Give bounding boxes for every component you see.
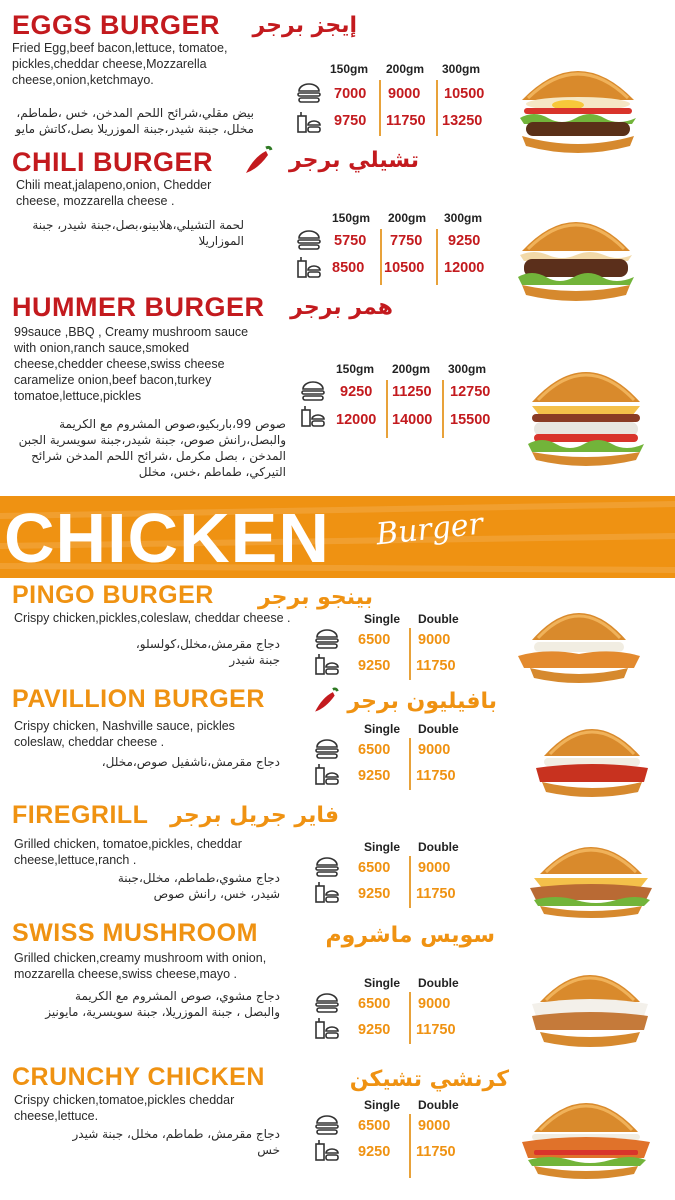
price-single: 12750 bbox=[450, 384, 491, 400]
price-double: 15500 bbox=[450, 412, 491, 428]
size-header: Double bbox=[418, 840, 459, 854]
price-single: 10500 bbox=[444, 86, 485, 102]
price-double: 9750 bbox=[334, 113, 367, 129]
price-double: 12000 bbox=[336, 412, 377, 428]
price-double: 11750 bbox=[416, 1144, 456, 1160]
chili-pepper-icon bbox=[308, 684, 340, 718]
price-single: 7750 bbox=[390, 233, 423, 249]
size-header: 300gm bbox=[448, 362, 487, 376]
item-description-en: Crispy chicken, Nashville sauce, pickles coleslaw, cheddar cheese . bbox=[14, 719, 235, 749]
item-title-ar: بافيليون برجر bbox=[347, 689, 497, 714]
price-double: 11750 bbox=[416, 1022, 456, 1038]
size-header: 150gm bbox=[330, 62, 369, 76]
item-title-ar: كرنشي تشيكن bbox=[349, 1067, 509, 1092]
price-single: 7000 bbox=[334, 86, 367, 102]
item-title-ar: تشيلي برجر bbox=[288, 148, 419, 173]
column-divider bbox=[409, 628, 411, 680]
single-burger-icon bbox=[314, 736, 340, 762]
menu-item-firegrill bbox=[0, 800, 675, 918]
price-double: 11750 bbox=[416, 658, 456, 674]
price-double: 9250 bbox=[358, 886, 391, 902]
column-divider bbox=[380, 229, 382, 285]
price-double: 14000 bbox=[392, 412, 433, 428]
combo-meal-icon bbox=[314, 652, 340, 678]
combo-meal-icon bbox=[296, 110, 322, 136]
price-table bbox=[314, 976, 484, 1046]
size-header: 300gm bbox=[442, 62, 481, 76]
price-double: 12000 bbox=[444, 260, 485, 276]
size-header: Single bbox=[364, 612, 401, 626]
single-burger-icon bbox=[314, 854, 340, 880]
size-header: Single bbox=[364, 840, 401, 854]
column-divider bbox=[436, 229, 438, 285]
price-double: 10500 bbox=[384, 260, 425, 276]
price-single: 9000 bbox=[418, 860, 451, 876]
eggs-burger-image bbox=[514, 48, 642, 160]
item-description-en: Crispy chicken,tomatoe,pickles cheddar cheese,lettuce. bbox=[14, 1093, 235, 1123]
single-burger-icon bbox=[314, 990, 340, 1016]
item-title-ar: بينجو برجر bbox=[257, 585, 373, 610]
price-single: 6500 bbox=[358, 742, 391, 758]
single-burger-icon bbox=[314, 626, 340, 652]
price-single: 9250 bbox=[448, 233, 481, 249]
price-double: 11750 bbox=[416, 886, 456, 902]
size-header: 300gm bbox=[444, 211, 483, 225]
item-description-en: Grilled chicken,creamy mushroom with onion, mozzarella cheese,swiss cheese,mayo . bbox=[14, 951, 267, 981]
item-title-en: PAVILLION BURGER bbox=[12, 685, 265, 713]
banner-title: CHICKEN bbox=[4, 499, 330, 577]
item-title-ar: فاير جريل برجر bbox=[170, 803, 339, 828]
price-single: 9000 bbox=[388, 86, 421, 102]
column-divider bbox=[409, 1114, 411, 1178]
price-table bbox=[314, 840, 484, 910]
item-description-en: Crispy chicken,pickles,coleslaw, cheddar cheese . bbox=[14, 611, 291, 625]
column-divider bbox=[442, 380, 444, 438]
column-divider bbox=[409, 992, 411, 1044]
size-header: Double bbox=[418, 976, 459, 990]
price-double: 9250 bbox=[358, 1144, 391, 1160]
menu-item-pavillion-burger bbox=[0, 682, 675, 800]
price-single: 6500 bbox=[358, 632, 391, 648]
item-description-ar: دجاج مشوي، صوص المشروم مع الكريمة والبصل ، جبنة الموزريلا، جبنة سويسرية، مايونيز bbox=[45, 989, 280, 1019]
pavillion-burger-image bbox=[532, 708, 652, 804]
chili-pepper-icon bbox=[238, 143, 274, 179]
column-divider bbox=[386, 380, 388, 438]
swiss-mushroom-burger-image bbox=[526, 954, 654, 1054]
price-single: 9000 bbox=[418, 1118, 451, 1134]
size-header: Double bbox=[418, 1098, 459, 1112]
item-description-ar: دجاج مقرمش،ناشفيل صوص،مخلل، bbox=[101, 755, 280, 769]
combo-meal-icon bbox=[314, 880, 340, 906]
firegrill-burger-image bbox=[526, 826, 656, 922]
crunchy-chicken-burger-image bbox=[520, 1080, 652, 1186]
price-table bbox=[296, 211, 506, 291]
item-description-ar: دجاج مقرمش، طماطم، مخلل، جبنة شيدر خس bbox=[72, 1127, 280, 1157]
item-title-en: CRUNCHY CHICKEN bbox=[12, 1063, 265, 1091]
price-single: 11250 bbox=[392, 384, 432, 400]
menu-item-swiss-mushroom bbox=[0, 918, 675, 1058]
item-title-en: PINGO BURGER bbox=[12, 581, 214, 609]
price-single: 5750 bbox=[334, 233, 367, 249]
size-header: 150gm bbox=[332, 211, 371, 225]
combo-meal-icon bbox=[314, 762, 340, 788]
price-double: 13250 bbox=[442, 113, 483, 129]
single-burger-icon bbox=[296, 227, 322, 253]
size-header: 200gm bbox=[388, 211, 427, 225]
single-burger-icon bbox=[314, 1112, 340, 1138]
column-divider bbox=[409, 738, 411, 790]
price-single: 9000 bbox=[418, 632, 451, 648]
menu-item-hummer-burger bbox=[0, 290, 675, 490]
price-double: 9250 bbox=[358, 658, 391, 674]
price-single: 6500 bbox=[358, 860, 391, 876]
item-title-ar: همر برجر bbox=[290, 295, 393, 320]
single-burger-icon bbox=[296, 80, 322, 106]
price-table bbox=[314, 722, 484, 792]
menu-item-eggs-burger bbox=[0, 0, 675, 145]
price-double: 9250 bbox=[358, 1022, 391, 1038]
size-header: Single bbox=[364, 722, 401, 736]
size-header: Double bbox=[418, 612, 459, 626]
column-divider bbox=[409, 856, 411, 908]
price-double: 11750 bbox=[386, 113, 426, 129]
combo-meal-icon bbox=[314, 1016, 340, 1042]
price-single: 6500 bbox=[358, 1118, 391, 1134]
item-description-ar: لحمة التشيلي،هلابينو،بصل،جبنة شيدر، جبنة الموزاريلا bbox=[32, 218, 244, 248]
size-header: 200gm bbox=[392, 362, 431, 376]
combo-meal-icon bbox=[296, 255, 322, 281]
combo-meal-icon bbox=[300, 404, 326, 430]
item-description-en: Fried Egg,beef bacon,lettuce, tomatoe, pickles,cheddar cheese,Mozzarella cheese,onion,ketchmayo. bbox=[12, 41, 228, 87]
pingo-burger-image bbox=[516, 592, 642, 688]
price-double: 8500 bbox=[332, 260, 365, 276]
size-header: 150gm bbox=[336, 362, 375, 376]
menu-item-crunchy-chicken bbox=[0, 1058, 675, 1200]
price-table bbox=[314, 1098, 484, 1188]
size-header: 200gm bbox=[386, 62, 425, 76]
item-title-en: EGGS BURGER bbox=[12, 10, 221, 40]
item-title-ar: إيجز برجر bbox=[252, 13, 357, 38]
item-title-en: HUMMER BURGER bbox=[12, 292, 265, 322]
price-double: 9250 bbox=[358, 768, 391, 784]
item-description-ar: بيض مقلي،شرائح اللحم المدخن، خس ،طماطم، مخلل، جبنة شيدر،جبنة الموزريلا بصل،كاتش مايو bbox=[15, 106, 254, 136]
price-double: 11750 bbox=[416, 768, 456, 784]
price-single: 9250 bbox=[340, 384, 373, 400]
menu-item-chili-burger bbox=[0, 145, 675, 290]
item-description-ar: دجاج مقرمش،مخلل،كولسلو، جبنة شيدر bbox=[135, 637, 280, 667]
column-divider bbox=[379, 80, 381, 136]
price-table bbox=[300, 362, 510, 442]
menu-item-pingo-burger bbox=[0, 578, 675, 682]
price-single: 9000 bbox=[418, 742, 451, 758]
size-header: Double bbox=[418, 722, 459, 736]
item-title-en: SWISS MUSHROOM bbox=[12, 919, 258, 947]
combo-meal-icon bbox=[314, 1138, 340, 1164]
column-divider bbox=[436, 80, 438, 136]
banner-subtitle: Burger bbox=[374, 506, 485, 553]
single-burger-icon bbox=[300, 378, 326, 404]
chicken-burger-banner bbox=[0, 496, 675, 578]
item-title-ar: سويس ماشروم bbox=[325, 923, 495, 948]
item-description-en: Chili meat,jalapeno,onion, Chedder cheese, mozzarella cheese . bbox=[16, 178, 212, 208]
size-header: Single bbox=[364, 976, 401, 990]
price-single: 9000 bbox=[418, 996, 451, 1012]
item-description-en: 99sauce ,BBQ , Creamy mushroom sauce with onion,ranch sauce,smoked cheese,chedder cheese,swiss cheese caramelize onion,beef bacon,turkey tomatoe,lettuce,pickles bbox=[14, 325, 249, 403]
item-title-en: FIREGRILL bbox=[12, 801, 149, 829]
item-description-ar: دجاج مشوي،طماطم، مخلل،جبنة شيدر، خس، رانش صوص bbox=[117, 871, 280, 901]
hummer-burger-image bbox=[522, 346, 650, 474]
price-single: 6500 bbox=[358, 996, 391, 1012]
item-title-en: CHILI BURGER bbox=[12, 147, 213, 177]
item-description-ar: صوص 99،باربكيو،صوص المشروم مع الكريمة والبصل،رانش صوص، جبنة شيدر،جبنة سويسرية الجبن المدخن ، بصل مكرمل ،شرائح اللحم المدخن شرائح التيركي، طماطم ،خس، مخلل bbox=[18, 417, 286, 479]
price-table bbox=[296, 62, 506, 142]
price-table bbox=[314, 612, 484, 682]
item-description-en: Grilled chicken, tomatoe,pickles, cheddar cheese,lettuce,ranch . bbox=[14, 837, 242, 867]
size-header: Single bbox=[364, 1098, 401, 1112]
